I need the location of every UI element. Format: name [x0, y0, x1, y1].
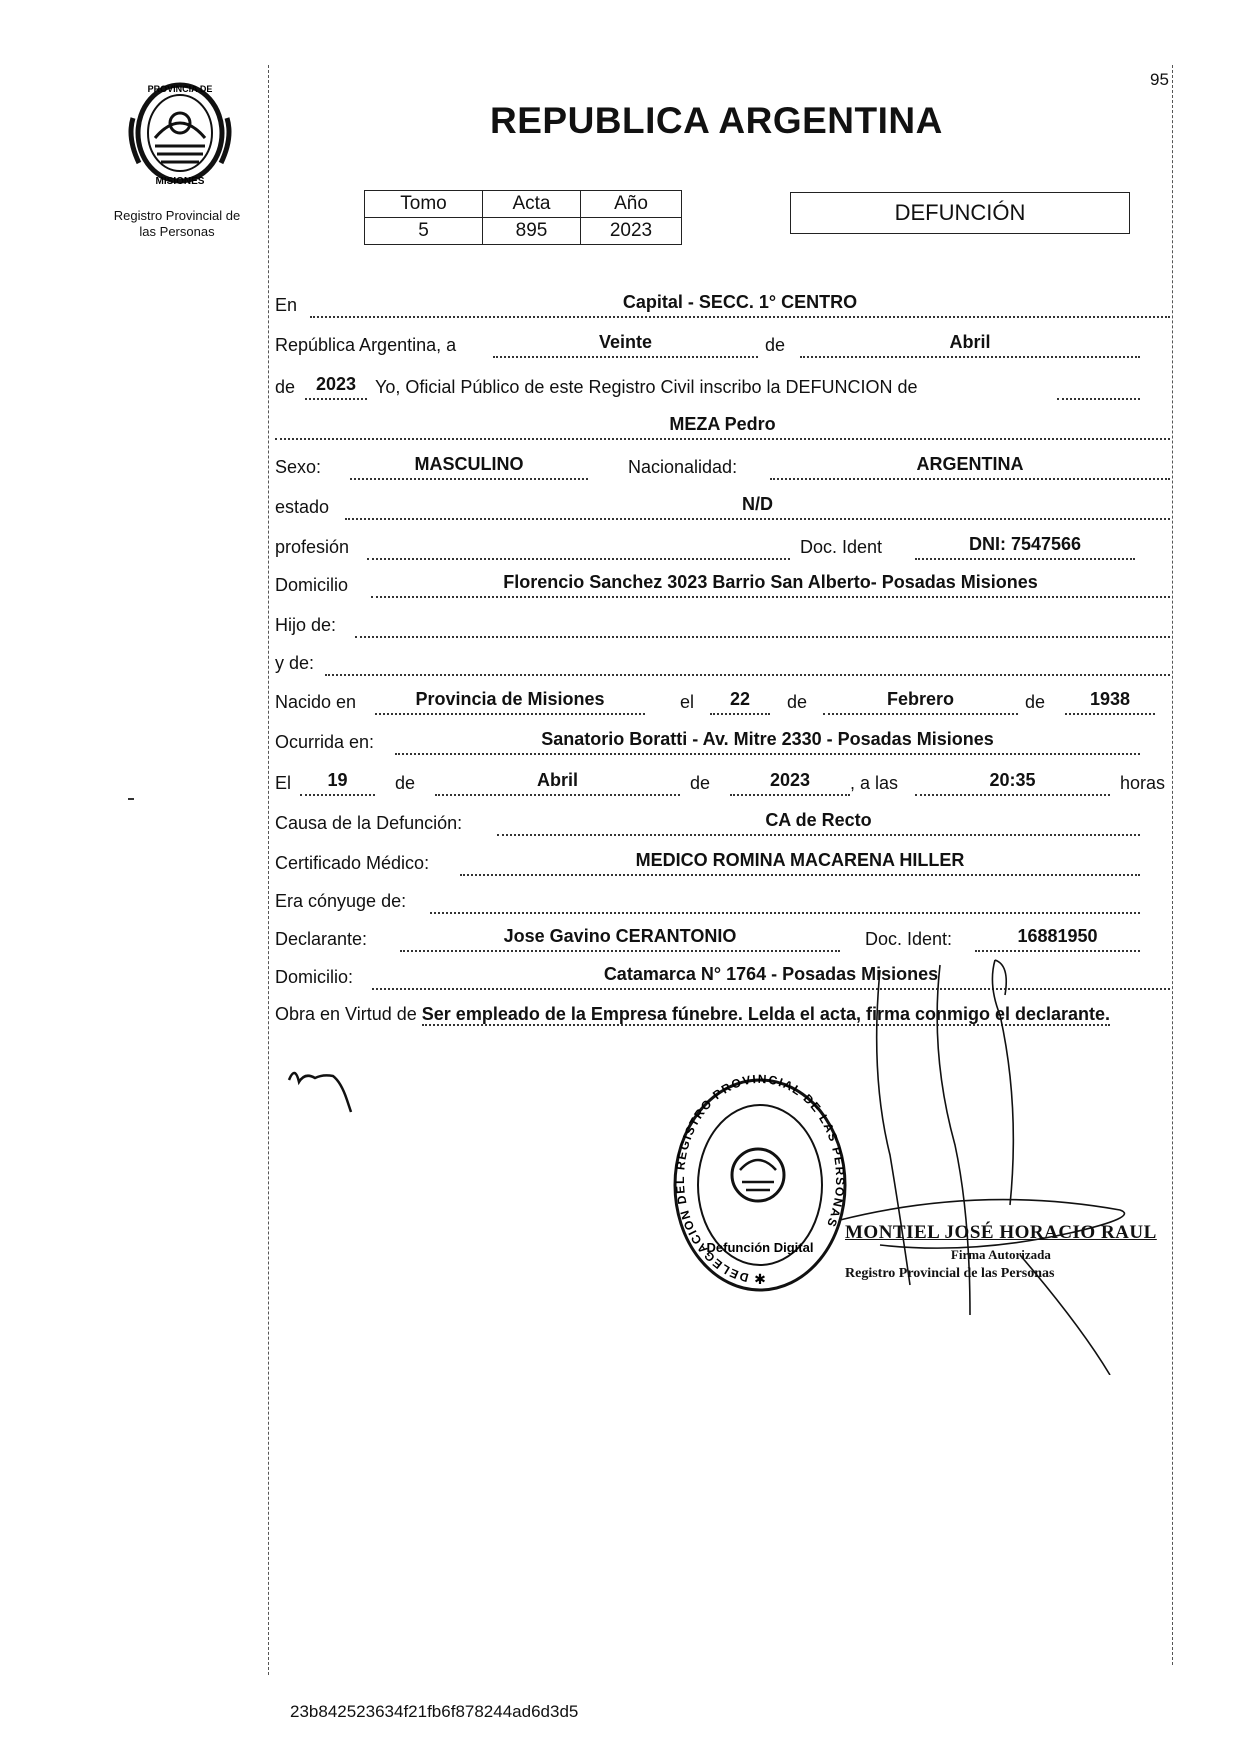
document-type-box: DEFUNCIÓN — [790, 192, 1130, 234]
signature-name: MONTIEL JOSÉ HORACIO RAUL — [845, 1222, 1157, 1243]
document-hash: 23b842523634f21fb6f878244ad6d3d5 — [290, 1702, 579, 1721]
field-mes-texto: Abril — [800, 328, 1140, 358]
field-dia-texto: Veinte — [493, 328, 758, 358]
label-ocurrida-en: Ocurrida en: — [275, 732, 375, 752]
header-acta: Acta — [483, 191, 581, 218]
row-y-de — [275, 646, 1170, 676]
signature-organization: Registro Provincial de las Personas — [845, 1266, 1055, 1281]
label-a-las: , a las — [850, 773, 899, 793]
field-nac-mes: Febrero — [823, 685, 1018, 715]
row-causa — [275, 806, 1170, 836]
label-nacionalidad: Nacionalidad: — [628, 457, 738, 477]
seal-text-bottom: MISIONES — [155, 176, 205, 187]
label-horas: horas — [1120, 773, 1166, 793]
field-causa: CA de Recto — [497, 806, 1140, 836]
field-def-hora: 20:35 — [915, 766, 1110, 796]
label-en: En — [275, 295, 298, 315]
label-de-def-mes: de — [395, 773, 416, 793]
authorized-signature-icon — [820, 955, 1150, 1375]
label-y-de: y de: — [275, 653, 315, 673]
label-estado: estado — [275, 497, 330, 517]
row-nacimiento — [275, 685, 1170, 715]
field-hijo-de — [355, 608, 1170, 638]
stamp-inner-text: Defunción Digital — [706, 1240, 814, 1255]
row-sexo — [275, 450, 1170, 480]
page-title: REPUBLICA ARGENTINA — [490, 100, 943, 141]
field-blank-1 — [1057, 370, 1140, 400]
initials-signature-icon — [285, 1060, 375, 1120]
left-margin-line — [268, 65, 269, 1675]
label-nacido-en: Nacido en — [275, 692, 357, 712]
stamp-ring-text: DELEGACION DEL REGISTRO PROVINCIAL DE LAS PERSONAS — [673, 1071, 848, 1285]
row-conyuge — [275, 884, 1170, 914]
value-anio: 2023 — [581, 218, 682, 245]
field-estado: N/D — [345, 490, 1170, 520]
field-nac-dia: 22 — [710, 685, 770, 715]
field-lugar: Capital - SECC. 1° CENTRO — [310, 288, 1170, 318]
row-domicilio — [275, 568, 1170, 598]
label-republica: República Argentina, a — [275, 335, 457, 355]
field-obra: Ser empleado de la Empresa fúnebre. Lelda el acta, firma conmigo el declarante. — [421, 1004, 1111, 1024]
label-declarante: Declarante: — [275, 929, 368, 949]
field-sexo: MASCULINO — [350, 450, 588, 480]
row-declarante — [275, 922, 1170, 952]
label-de: de — [765, 335, 786, 355]
row-fecha — [275, 328, 1170, 358]
row-fecha-defuncion — [275, 766, 1170, 796]
field-nac-anio: 1938 — [1065, 685, 1155, 715]
row-lugar — [275, 288, 1170, 318]
label-domicilio: Domicilio — [275, 575, 349, 595]
field-y-de — [325, 646, 1170, 676]
margin-mark — [128, 798, 134, 800]
stamp-star-icon: ✱ — [754, 1272, 766, 1288]
row-certificado — [275, 846, 1170, 876]
field-conyuge — [430, 884, 1140, 914]
row-ocurrida — [275, 725, 1170, 755]
label-el: el — [680, 692, 695, 712]
signature-role: Firma Autorizada — [950, 1247, 1051, 1262]
label-yo: Yo, Oficial Público de este Registro Civil inscribo la DEFUNCION de — [375, 377, 918, 397]
row-difunto — [275, 410, 1170, 440]
row-anio — [275, 370, 1170, 400]
header-anio: Año — [581, 191, 682, 218]
field-domicilio: Florencio Sanchez 3023 Barrio San Alberto- Posadas Misiones — [371, 568, 1170, 598]
seal-text-top: PROVINCIA DE — [147, 84, 213, 94]
row-profesion — [275, 530, 1170, 560]
signature-block — [845, 1222, 1157, 1282]
label-obra: Obra en Virtud de — [275, 1004, 417, 1024]
field-ocurrida-en: Sanatorio Boratti - Av. Mitre 2330 - Posadas Misiones — [395, 725, 1140, 755]
label-sexo: Sexo: — [275, 457, 322, 477]
field-def-dia: 19 — [300, 766, 375, 796]
field-anio: 2023 — [305, 370, 367, 400]
registry-table — [364, 190, 682, 245]
field-declarante-domicilio: Catamarca N° 1764 - Posadas Misiones — [372, 960, 1170, 990]
row-hijo-de — [275, 608, 1170, 638]
page-number: 95 — [1150, 70, 1169, 89]
label-de-nac-anio: de — [1025, 692, 1046, 712]
label-profesion: profesión — [275, 537, 350, 557]
label-certificado: Certificado Médico: — [275, 853, 430, 873]
field-nacido-en: Provincia de Misiones — [375, 685, 645, 715]
label-doc-ident-2: Doc. Ident: — [865, 929, 953, 949]
label-de-nac-mes: de — [787, 692, 808, 712]
field-doc-ident: DNI: 7547566 — [915, 530, 1135, 560]
field-def-anio: 2023 — [730, 766, 850, 796]
field-certificado: MEDICO ROMINA MACARENA HILLER — [460, 846, 1140, 876]
value-tomo: 5 — [365, 218, 483, 245]
label-de-anio: de — [275, 377, 296, 397]
label-de-def-anio: de — [690, 773, 711, 793]
header-tomo: Tomo — [365, 191, 483, 218]
label-doc-ident: Doc. Ident — [800, 537, 883, 557]
field-profesion — [367, 530, 790, 560]
field-declarante: Jose Gavino CERANTONIO — [400, 922, 840, 952]
organization-name — [92, 208, 262, 240]
organization-line-1: Registro Provincial de — [113, 208, 241, 223]
label-hijo-de: Hijo de: — [275, 615, 337, 635]
row-estado — [275, 490, 1170, 520]
field-difunto: MEZA Pedro — [275, 410, 1170, 440]
value-acta: 895 — [483, 218, 581, 245]
field-def-mes: Abril — [435, 766, 680, 796]
province-seal-icon — [125, 78, 235, 188]
label-el-cap: El — [275, 773, 292, 793]
label-domicilio-2: Domicilio: — [275, 967, 354, 987]
right-margin-line — [1172, 65, 1173, 1665]
field-declarante-doc: 16881950 — [975, 922, 1140, 952]
label-causa: Causa de la Defunción: — [275, 813, 463, 833]
label-conyuge: Era cónyuge de: — [275, 891, 407, 911]
organization-line-2: las Personas — [139, 224, 215, 239]
field-nacionalidad: ARGENTINA — [770, 450, 1170, 480]
